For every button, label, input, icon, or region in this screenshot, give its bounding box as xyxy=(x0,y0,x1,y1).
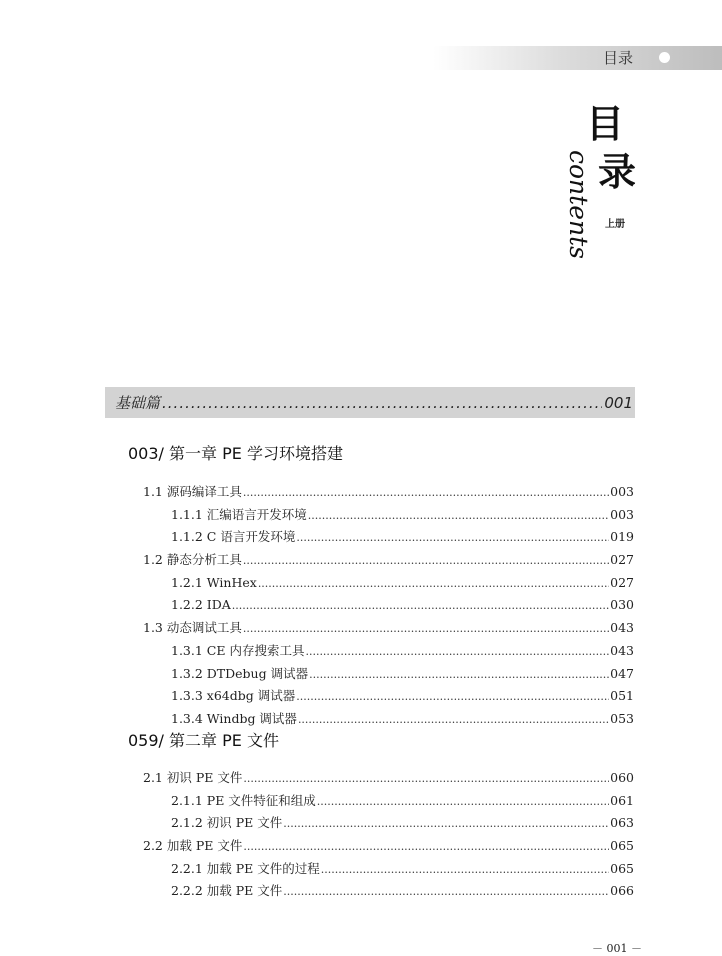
header-bar xyxy=(433,46,722,70)
toc-entry-label: 1.3.4 Windbg 调试器 xyxy=(171,710,297,726)
toc-entry[interactable] xyxy=(0,812,722,835)
toc-entry-label: 1.1.2 C 语言开发环境 xyxy=(171,529,296,545)
toc-entry-page: 043 xyxy=(610,642,634,658)
toc-leader xyxy=(283,813,609,836)
toc-entry-page: 065 xyxy=(610,860,634,876)
toc-entry-page: 027 xyxy=(610,552,634,568)
toc-entry-page: 060 xyxy=(610,770,634,785)
toc-leader xyxy=(305,641,609,664)
toc-leader xyxy=(283,881,609,904)
toc-entry-label: 1.3.1 CE 内存搜索工具 xyxy=(171,642,305,658)
toc-entry-label: 1.2.2 IDA xyxy=(171,597,231,613)
toc-leader xyxy=(243,482,609,505)
toc-leader xyxy=(298,709,609,732)
toc-leader xyxy=(243,618,609,641)
toc-entry[interactable] xyxy=(0,767,722,790)
toc-entry[interactable] xyxy=(0,708,722,731)
toc-entry[interactable] xyxy=(0,685,722,708)
toc-leader xyxy=(296,527,609,550)
title-char-2: 录 xyxy=(598,149,637,194)
toc-leader xyxy=(296,686,609,709)
part-heading[interactable] xyxy=(105,387,635,418)
title-char-1: 目 xyxy=(586,101,625,146)
toc-entry-page: 027 xyxy=(610,574,634,590)
toc-entry[interactable] xyxy=(0,572,722,595)
toc-entry-label: 2.2 加载 PE 文件 xyxy=(143,838,243,854)
chapter-heading[interactable]: 059/ 第二章 PE 文件 xyxy=(128,731,279,750)
toc-entry-label: 1.3.2 DTDebug 调试器 xyxy=(171,665,309,681)
toc-entry-page: 003 xyxy=(610,484,634,499)
toc-entry-page: 003 xyxy=(610,506,634,522)
toc-entry[interactable] xyxy=(0,617,722,640)
toc-list xyxy=(0,767,722,903)
toc-entry[interactable] xyxy=(0,880,722,903)
toc-entry[interactable] xyxy=(0,790,722,813)
toc-entry-page: 019 xyxy=(610,529,634,545)
toc-entry[interactable] xyxy=(0,504,722,527)
toc-leader xyxy=(309,664,609,687)
toc-entry-label: 2.1.2 初识 PE 文件 xyxy=(171,815,283,831)
toc-entry-page: 063 xyxy=(610,815,634,831)
toc-leader xyxy=(308,505,609,528)
toc-entry-label: 1.2 静态分析工具 xyxy=(143,552,242,568)
toc-leader xyxy=(317,791,609,814)
header-label: 目录 xyxy=(603,49,634,67)
toc-entry[interactable] xyxy=(0,549,722,572)
chapter-heading[interactable]: 003/ 第一章 PE 学习环境搭建 xyxy=(128,444,343,463)
toc-entry-label: 1.3 动态调试工具 xyxy=(143,620,242,636)
toc-entry-label: 2.2.1 加载 PE 文件的过程 xyxy=(171,860,320,876)
toc-entry-label: 1.1 源码编译工具 xyxy=(143,484,242,499)
toc-leader xyxy=(258,573,609,596)
toc-entry[interactable] xyxy=(0,526,722,549)
page-number: － 001 － xyxy=(592,942,642,955)
toc-leader xyxy=(321,859,609,882)
toc-leader xyxy=(243,836,609,859)
toc-entry[interactable] xyxy=(0,594,722,617)
toc-entry[interactable] xyxy=(0,640,722,663)
toc-entry[interactable] xyxy=(0,835,722,858)
toc-entry-label: 1.3.3 x64dbg 调试器 xyxy=(171,688,296,704)
toc-leader xyxy=(243,550,609,573)
part-page: 001 xyxy=(604,393,633,412)
toc-leader xyxy=(232,595,609,618)
toc-entry-page: 053 xyxy=(610,710,634,726)
toc-entry-label: 1.1.1 汇编语言开发环境 xyxy=(171,506,307,522)
toc-entry[interactable] xyxy=(0,481,722,504)
part-label: 基础篇 xyxy=(115,394,161,412)
volume-label: 上册 xyxy=(605,219,625,230)
toc-entry-page: 061 xyxy=(610,792,634,808)
toc-list xyxy=(0,481,722,731)
title-english: contents xyxy=(564,150,593,259)
toc-entry[interactable] xyxy=(0,858,722,881)
toc-entry-label: 2.2.2 加载 PE 文件 xyxy=(171,883,283,899)
toc-entry-page: 066 xyxy=(610,883,634,899)
page-title xyxy=(586,100,636,196)
part-leader xyxy=(162,394,602,412)
toc-entry-page: 043 xyxy=(610,620,634,636)
toc-entry-label: 2.1 初识 PE 文件 xyxy=(143,770,243,785)
toc-entry-label: 2.1.1 PE 文件特征和组成 xyxy=(171,792,316,808)
toc-entry[interactable] xyxy=(0,663,722,686)
toc-entry-page: 047 xyxy=(610,665,634,681)
header-dot-icon xyxy=(659,52,670,63)
toc-entry-label: 1.2.1 WinHex xyxy=(171,574,257,590)
toc-leader xyxy=(243,768,609,791)
toc-entry-page: 065 xyxy=(610,838,634,854)
toc-entry-page: 051 xyxy=(610,688,634,704)
toc-entry-page: 030 xyxy=(610,597,634,613)
